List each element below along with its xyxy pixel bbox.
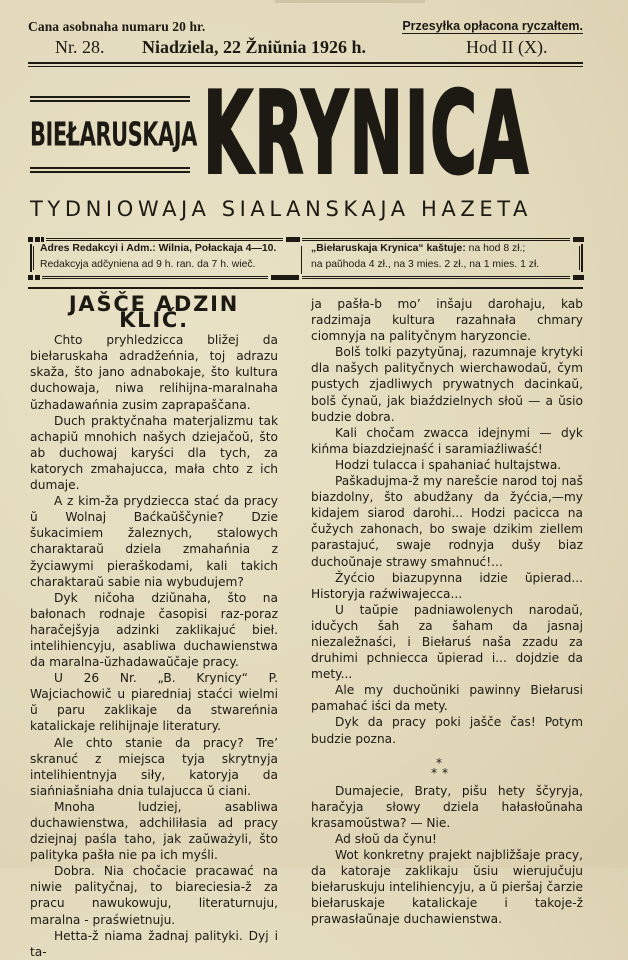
issue-price: Cana asobnaha numaru 20 hr. (28, 19, 206, 34)
issue-number: Nr. 28. (55, 37, 105, 57)
info-box-left-bar (33, 246, 34, 270)
paragraph: Bolš tolki pazytyŭnaj, razumnaje krytyki dla našych palityčnych wierchawodaŭ, čym pustych zjadliwych prywatnych dacinkaŭ, bolš čynaŭ, jak biaździelnych słoŭ — a ŭsio budzie dobra. (311, 345, 583, 424)
info-box-right-bar (579, 246, 580, 270)
paragraph: U 26 Nr. „B. Krynicy“ P. Wajciachowič u piaredniaj staćci wielmi ŭ paru zaklikaje da stwareńnia katalickaje relihijnaje literatury. (30, 671, 278, 734)
article-right-column (311, 296, 583, 927)
paragraph: Žyćcio biazupynna idzie ŭpierad... Historyja raźwiwajecca... (311, 570, 583, 601)
paragraph: Ad słoŭ da čynu! (335, 831, 437, 846)
paragraph: Mnoha ludziej, asabliwa duchawienstwa, adchiliłasia ad pracy dziejnaj paśla taho, jak zaŭważyli, što palityka pašła nie pa ich myśli. (30, 799, 278, 863)
paragraph: Duch praktyčnaha materjalizmu tak achapiŭ mnohich našych dziejačoŭ, što ab duchowaj karyści dla tych, za katorych zmahajucca, mała chto z ich dumaje. (30, 413, 278, 493)
masthead-subtitle: TYDNIOWAJA SIALANSKAJA HAZETA (30, 197, 532, 221)
paragraph: Hetta-ž niama žadnaj palityki. Dyj i ta- (30, 928, 278, 959)
article-left-column (30, 292, 278, 960)
paragraph: Dyk da pracy poki jašče čas! Potym budzie pozna. (311, 715, 583, 746)
paragraph: A z kim-ža prydziecca stać da pracy ŭ Wolnaj Baćkaŭščynie? Dzie šukacimiem žaleznych, stalowych charaktaraŭ dziela zmahańnia z žyciawymi pieraškodami, kali takich charaktaraŭ sabie nia wybudujem? (30, 494, 278, 589)
paragraph: Ale chto stanie da pracy? Tre’ skranuć z miejsca tyja skrytnyja intelihientnyja siły, katoryja da siańniašniaha dnia tulajucca ŭ ciani. (30, 735, 278, 798)
subscription-year-price: na hod 8 zł.; (465, 243, 526, 254)
paragraph: U taŭpie padniawolenych narodaŭ, idučych šah za šaham da jasnaj niezaležnaści, i Biełaruś naša zzadu za druhimi pchniecca ŭpierad i... dojdzie da mety... (311, 602, 583, 682)
paragraph: Chto pryhledzicca bližej da biełaruskaha adradžeńnia, toj adrazu skaža, što jano adnabokaje, što kultura duchowaja, niwa relihijna-maralnaha ŭzhadawańnia zusim zaprapaščana. (30, 333, 278, 412)
border-square (271, 275, 299, 280)
border-square (28, 237, 33, 242)
info-box-bottom-rule (42, 276, 268, 279)
paragraph: Hodzi tulacca i spahaniać hultajstwa. (335, 457, 562, 472)
section-separator (311, 747, 583, 783)
border-square (573, 275, 584, 280)
border-square (35, 275, 40, 280)
paragraph: Kali chočam zwacca idejnymi — dyk kińma biazdziejnaść i saramiaźliwaść! (311, 425, 583, 456)
masthead-main-title: KRYNICA (203, 69, 530, 200)
info-box-bottom-rule (302, 276, 570, 279)
paragraph: Wot konkretny prajekt najbližšaje pracy, da katoraje zaklikaju ŭsiu wierujučuju biełaruskuju intelihiencyju, a ŭ pieršaj čarzie biełaruskaje katalickaje i takoje-ž prawasłaŭnaje duchawienstwa. (311, 848, 583, 927)
paragraph-continuation: ja pašła-b mo’ inšaju darohaju, kab radzimaja kultura razahnała chmary ciomnyja na palityčnym haryzoncie. (311, 297, 583, 344)
border-square (573, 237, 584, 242)
page-edge-strip (275, 0, 425, 3)
masthead-small-title: BIEŁARUSKAJA (30, 116, 197, 154)
info-box-mid-bar (301, 246, 302, 274)
address-label: Adres Redakcyi i Adm.: Wilnia, Połackaja 4—10. (40, 243, 277, 254)
paragraph: Ale my duchoŭniki pawinny Biełarusi pamahać iści da mety. (311, 683, 583, 714)
info-box (28, 237, 584, 279)
info-box-right-bar (581, 244, 583, 272)
issue-date: Niadziela, 22 Žniŭnia 1926 h. (142, 37, 367, 57)
masthead-rule-bottom (30, 167, 190, 173)
subscription-terms: na paŭhoda 4 zł., na 3 mies. 2 zł., na 1 mies. 1 zł. (311, 259, 540, 270)
masthead-rule-top (30, 96, 190, 102)
asterism-star-icon: * (442, 765, 449, 780)
border-square (28, 275, 33, 280)
address-line (40, 241, 276, 257)
issue-info-row (28, 37, 583, 61)
article-headline: JAŠČE ADZIN KLIČ. (68, 292, 240, 333)
paragraph: Dumajecie, Braty, pišu hety ščyryja, haračyja słowy dziela hałasłoŭnaha krasamoŭstwa? — Nie. (311, 783, 583, 830)
paragraph: Paškadujma-ž my narešcie narod toj naš biazdolny, što abudžany da žyćcia,—my kidajem siarod darohi... Hodzi pacicca na čužych zahonach, bo swaje dzikim ziellem parastajuć, swaje rodnyja dušy biaz duchoŭnaje strawy smahnuć!... (311, 474, 583, 569)
office-hours: Redakcyja adčyniena ad 9 h. ran. da 7 h. wieč. (40, 259, 256, 270)
asterism-star-icon: * (431, 765, 438, 780)
border-square (286, 237, 300, 242)
article-top-rule (28, 287, 583, 290)
paragraph: Dyk ničoha dziŭnaha, što na bałonach rodnaje časopisi raz-poraz haračejšyja adzinki zaklikajuć bieł. intelihiencyju, asabliwa duchawienstwa da maralna-ŭzhadawaŭčaje pracy. (30, 590, 278, 670)
subscription-label: „Biełaruskaja Krynica“ kaštuje: (311, 243, 466, 254)
issue-year: Hod II (X). (466, 37, 548, 57)
postage-note: Przesyłka opłacona ryczałtem. (402, 19, 583, 33)
asterism-star-icon: * (436, 755, 443, 770)
subscription-line (311, 241, 525, 257)
info-box-left-bar (30, 244, 32, 272)
header-divider (28, 62, 583, 67)
paragraph: Dobra. Nia chočacie pracawać na niwie palityčnaj, to biareciesia-ž za pracu nawukowuju, literaturnuju, maralna - praświetnuju. (30, 864, 278, 927)
